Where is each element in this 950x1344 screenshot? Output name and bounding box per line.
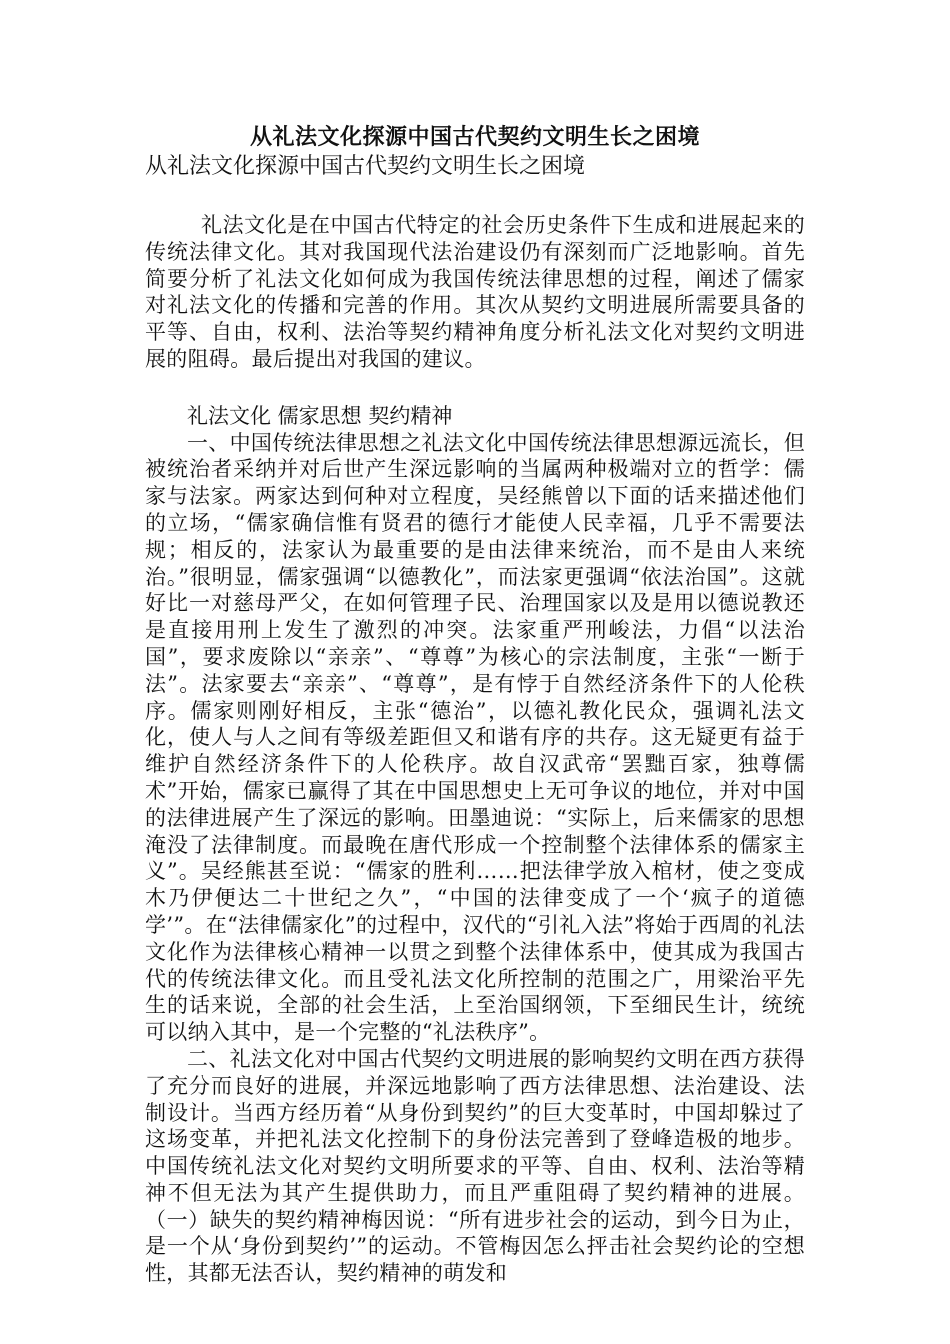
section-two-paragraph: 二、礼法文化对中国古代契约文明进展的影响契约文明在西方获得了充分而良好的进展，并深远地影响了西方法律思想、法治建设、法制设计。当西方经历着“从身份到契约”的巨大变革时，中国却躲过了这场变革，并把礼法文化控制下的身份法完善到了登峰造极的地步。中国传统礼法文化对契约文明所要求的平等、自由、权利、法治等精神不但无法为其产生提供助力，而且严重阻碍了契约精神的进展。（一）缺失的契约精神梅因说：“所有进步社会的运动，到今日为止，是一个从‘身份到契约’”的运动。不管梅因怎么抨击社会契约论的空想性，其都无法否认，契约精神的萌发和 [145, 1046, 805, 1286]
document-title: 从礼法文化探源中国古代契约文明生长之困境 [249, 124, 700, 150]
abstract-paragraph: 礼法文化是在中国古代特定的社会历史条件下生成和进展起来的传统法律文化。其对我国现代法治建设仍有深刻而广泛地影响。首先简要分析了礼法文化如何成为我国传统法律思想的过程，阐述了儒家对礼法文化的传播和完善的作用。其次从契约文明进展所需要具备的平等、自由，权利、法治等契约精神角度分析礼法文化对契约文明进展的阻碍。最后提出对我国的建议。 [145, 213, 805, 371]
document-body [145, 122, 805, 1287]
section-one-paragraph: 一、中国传统法律思想之礼法文化中国传统法律思想源远流长，但被统治者采纳并对后世产生深远影响的当属两种极端对立的哲学：儒家与法家。两家达到何种对立程度，吴经熊曾以下面的话来描述他们的立场，“儒家确信惟有贤君的德行才能使人民幸福，几乎不需要法规；相反的，法家认为最重要的是由法律来统治，而不是由人来统治。”很明显，儒家强调“以德教化”，而法家更强调“依法治国”。这就好比一对慈母严父，在如何管理子民、治理国家以及是用以德说教还是直接用刑上发生了激烈的冲突。法家重严刑峻法，力倡“以法治国”，要求废除以“亲亲”、“尊尊”为核心的宗法制度，主张“一断于法”。法家要去“亲亲”、“尊尊”，是有悖于自然经济条件下的人伦秩序。儒家则刚好相反，主张“德治”，以德礼教化民众，强调礼法文化，使人与人之间有等级差距但又和谐有序的共存。这无疑更有益于维护自然经济条件下的人伦秩序。故自汉武帝“罢黜百家，独尊儒术”开始，儒家已赢得了其在中国思想史上无可争议的地位，并对中国的法律进展产生了深远的影响。田墨迪说：“实际上，后来儒家的思想淹没了法律制度。而最晚在唐代形成一个控制整个法律体系的儒家主义”。吴经熊甚至说：“儒家的胜利……把法律学放入棺材，使之变成木乃伊便达二十世纪之久”，“中国的法律变成了一个‘疯子的道德学’”。在“法律儒家化”的过程中，汉代的“引礼入法”将始于西周的礼法文化作为法律核心精神一以贯之到整个法律体系中，使其成为我国古代的传统法律文化。而且受礼法文化所控制的范围之广，用梁治平先生的话来说，全部的社会生活，上至治国纲领，下至细民生计，统统可以纳入其中，是一个完整的“礼法秩序”。 [145, 430, 805, 1045]
blank-line [145, 373, 805, 403]
document-subtitle: 从礼法文化探源中国古代契约文明生长之困境 [145, 154, 586, 179]
blank-line [145, 182, 805, 212]
keywords-line: 礼法文化 儒家思想 契约精神 [187, 403, 453, 428]
